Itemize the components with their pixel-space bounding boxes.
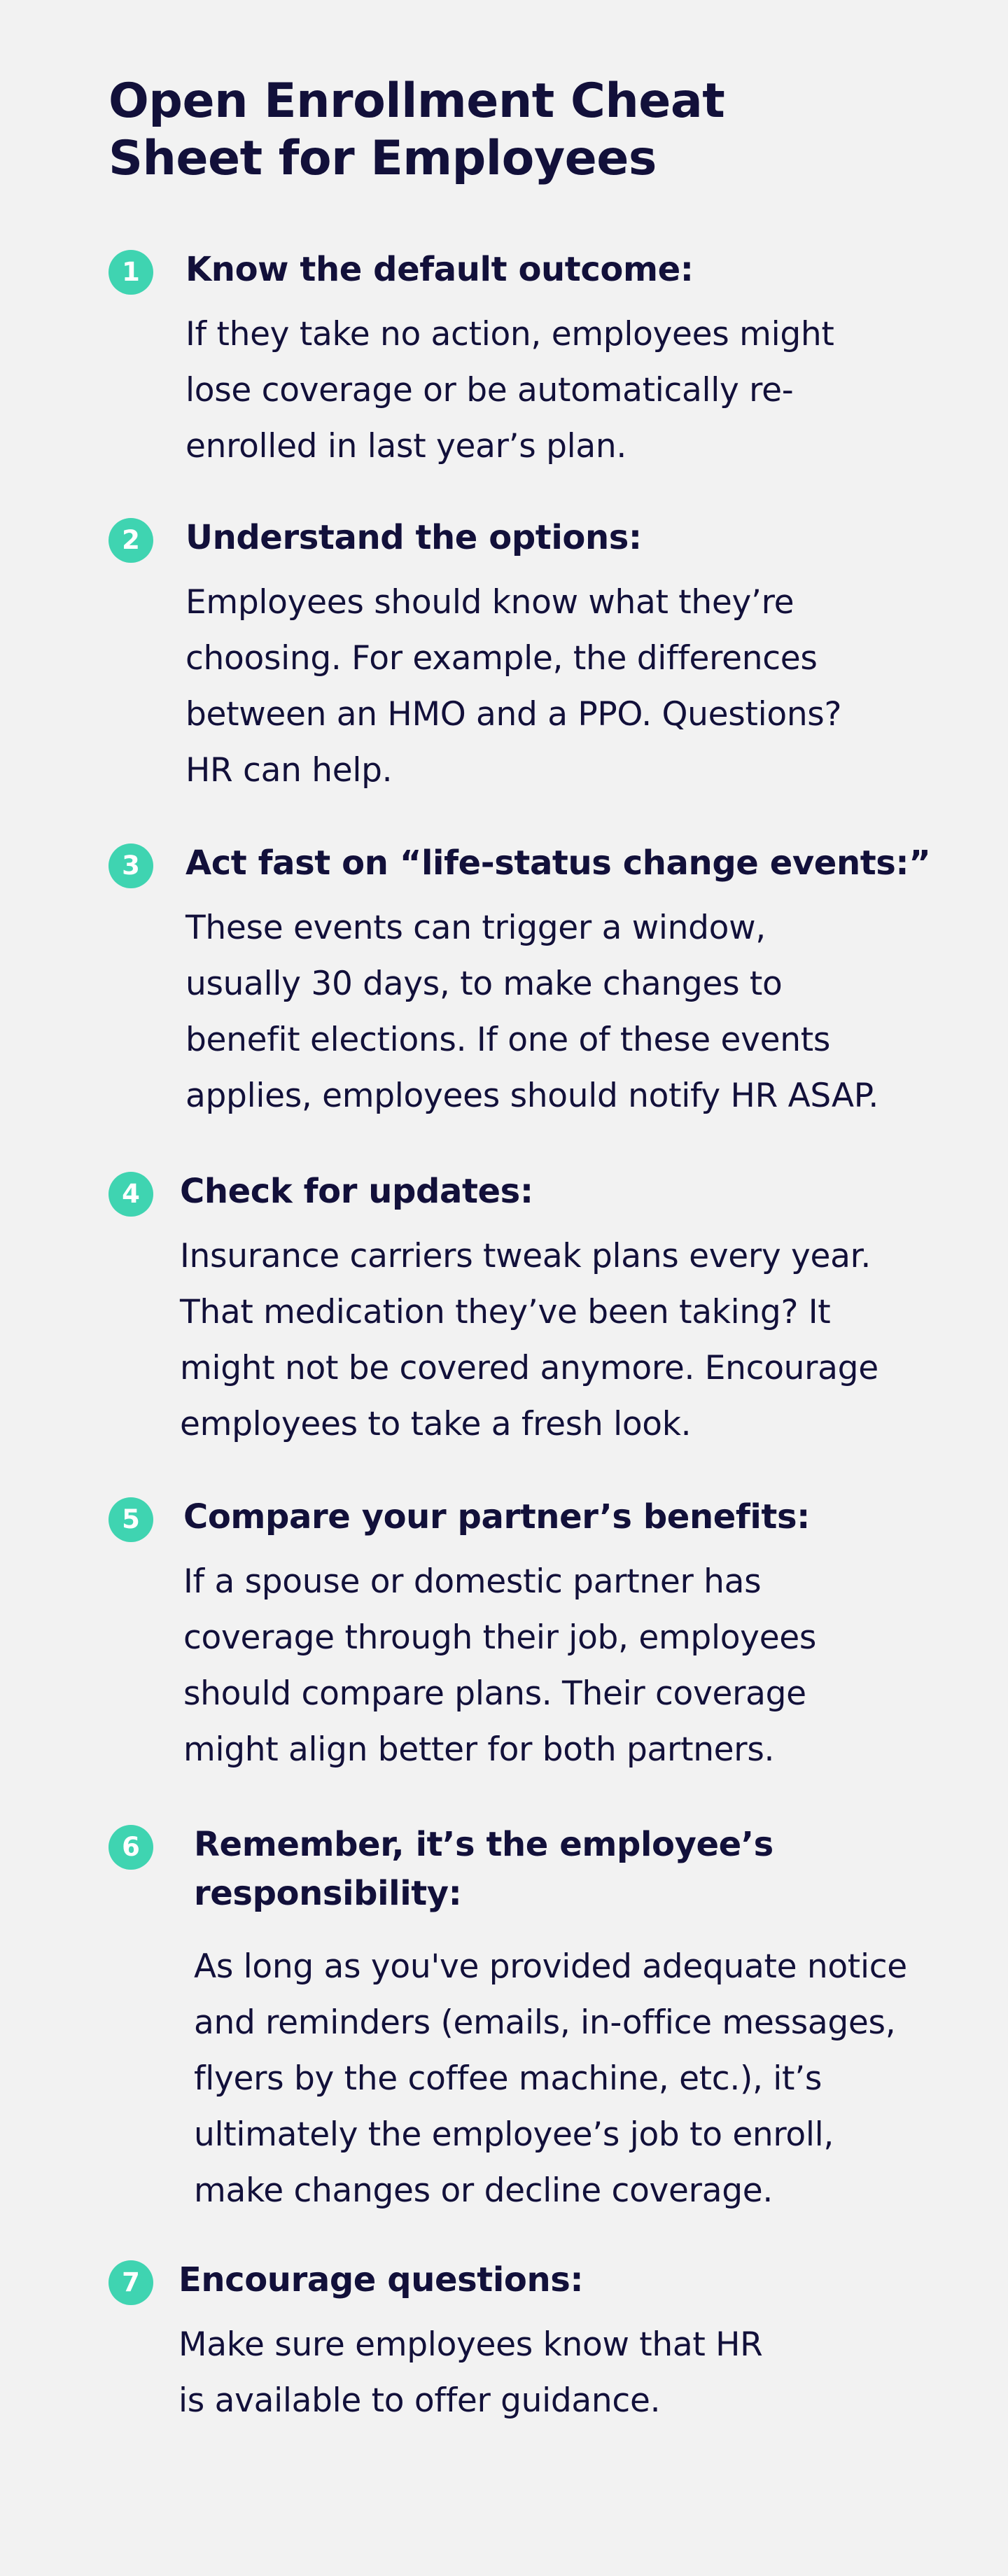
item-body-5-line-1: If a spouse or domestic partner has (183, 1562, 762, 1601)
item-heading-4: Check for updates: (180, 1172, 533, 1211)
list-item-5 (108, 1492, 920, 1772)
item-body-4-line-4: employees to take a fresh look. (180, 1405, 692, 1443)
item-body-7-line-1: Make sure employees know that HR (178, 2325, 763, 2364)
list-item-2 (108, 513, 920, 793)
item-heading-3: Act fast on “life-status change events:” (186, 844, 931, 883)
item-body-3-line-1: These events can trigger a window, (186, 909, 766, 947)
title-line-2: Sheet for Employees (108, 131, 657, 186)
item-body-4-line-2: That medication they’ve been taking? It (180, 1293, 831, 1331)
number-badge-1: 1 (108, 250, 153, 295)
item-body-7 (178, 2317, 763, 2429)
list-item-7 (108, 2255, 920, 2437)
number-badge-2: 2 (108, 518, 153, 563)
item-heading-2: Understand the options: (186, 518, 642, 557)
item-body-4 (180, 1228, 878, 1452)
item-body-3-line-4: applies, employees should notify HR ASAP. (186, 1077, 879, 1115)
page-title (108, 73, 738, 188)
number-badge-4: 4 (108, 1172, 153, 1217)
item-body-1-line-2: lose coverage or be automatically re- (186, 371, 794, 410)
item-heading-1: Know the default outcome: (186, 250, 694, 289)
item-body-5-line-2: coverage through their job, employees (183, 1618, 817, 1657)
item-body-6 (194, 1939, 907, 2219)
list-item-3 (108, 839, 931, 1119)
item-body-2-line-2: choosing. For example, the differences (186, 639, 818, 678)
list-item-4 (108, 1167, 920, 1447)
item-body-3-line-3: benefit elections. If one of these events (186, 1021, 831, 1059)
number-badge-6: 6 (108, 1825, 153, 1870)
item-heading-6-line-1: Remember, it’s the employee’s (194, 1825, 774, 1864)
item-body-5-line-3: should compare plans. Their coverage (183, 1674, 806, 1713)
number-badge-5: 5 (108, 1497, 153, 1542)
item-body-6-line-1: As long as you've provided adequate notice (194, 1947, 907, 1986)
item-body-4-line-1: Insurance carriers tweak plans every year. (180, 1237, 871, 1275)
item-body-7-line-2: is available to offer guidance. (178, 2381, 661, 2420)
item-body-2-line-4: HR can help. (186, 751, 393, 790)
item-body-5 (183, 1554, 816, 1778)
item-body-5-line-4: might align better for both partners. (183, 1730, 775, 1769)
item-body-2-line-1: Employees should know what they’re (186, 583, 794, 622)
item-heading-6-line-2: responsibility: (194, 1874, 462, 1913)
item-body-3 (186, 900, 878, 1124)
list-item-6 (108, 1820, 920, 2212)
title-line-1: Open Enrollment Cheat (108, 74, 725, 129)
number-badge-3: 3 (108, 844, 153, 888)
item-body-1-line-1: If they take no action, employees might (186, 315, 834, 354)
item-body-6-line-4: ultimately the employee’s job to enroll, (194, 2115, 834, 2154)
item-heading-5: Compare your partner’s benefits: (183, 1497, 810, 1536)
item-body-4-line-3: might not be covered anymore. Encourage (180, 1349, 878, 1387)
item-body-6-line-5: make changes or decline coverage. (194, 2171, 773, 2210)
number-badge-7: 7 (108, 2260, 153, 2305)
item-body-2 (186, 575, 841, 799)
item-body-6-line-2: and reminders (emails, in-office messages, (194, 2003, 896, 2042)
item-body-1-line-3: enrolled in last year’s plan. (186, 427, 627, 465)
item-heading-7: Encourage questions: (178, 2260, 584, 2300)
list-item-1 (108, 245, 920, 469)
item-heading-6 (194, 1820, 774, 1918)
item-body-2-line-3: between an HMO and a PPO. Questions? (186, 695, 842, 734)
item-body-3-line-2: usually 30 days, to make changes to (186, 965, 783, 1003)
item-body-1 (186, 307, 834, 475)
item-body-6-line-3: flyers by the coffee machine, etc.), it’s (194, 2059, 822, 2098)
